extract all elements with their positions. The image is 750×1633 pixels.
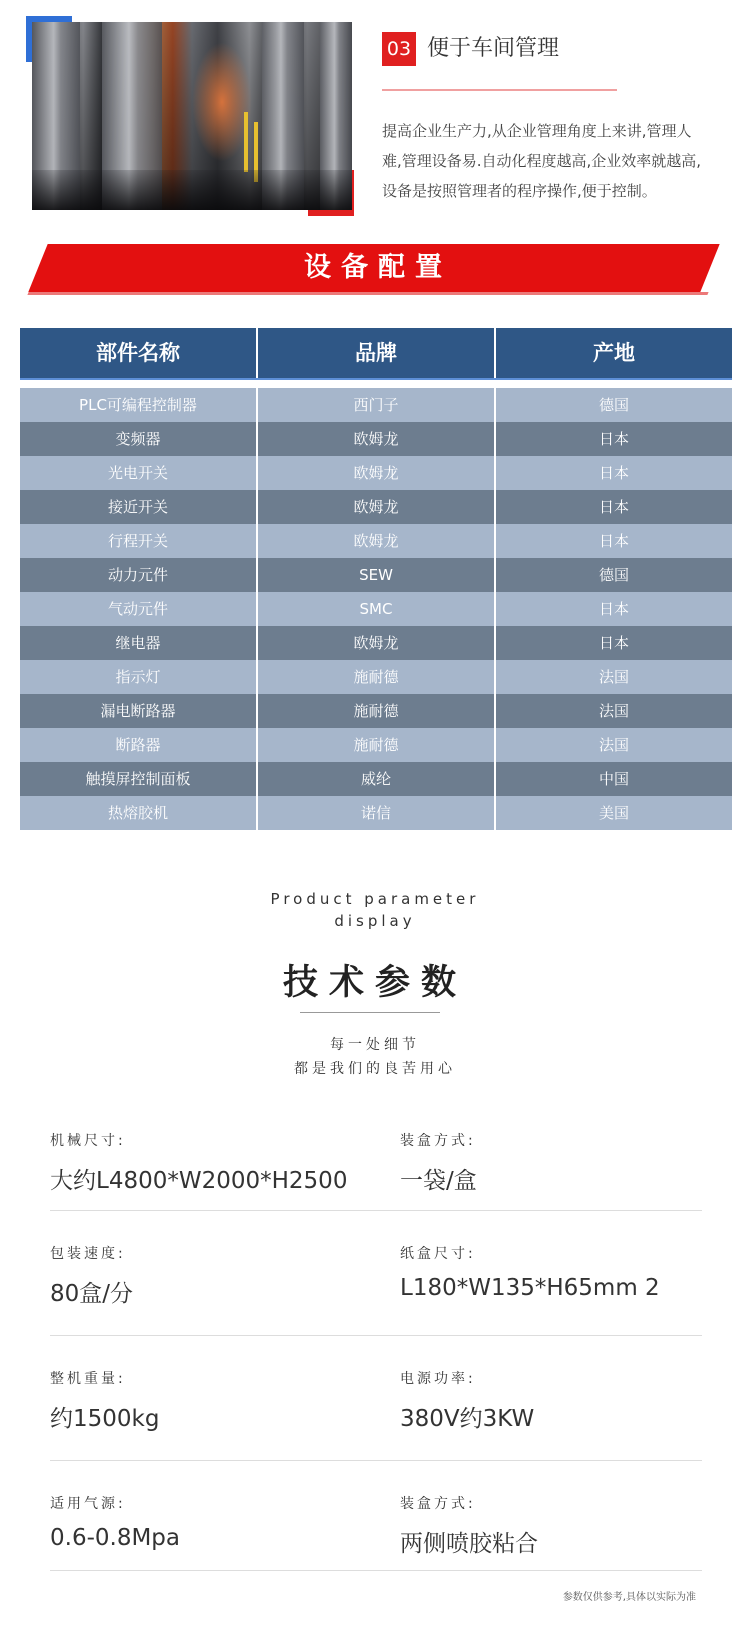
spec-divider bbox=[50, 1335, 702, 1336]
spec-value: 一袋/盒 bbox=[400, 1168, 477, 1194]
cell-origin: 法国 bbox=[496, 728, 732, 762]
spec-value: 380V约3KW bbox=[400, 1406, 535, 1432]
spec-item bbox=[50, 1130, 347, 1195]
config-banner bbox=[28, 244, 718, 300]
cell-brand: 施耐德 bbox=[258, 660, 494, 694]
params-english-title: Product parameter display bbox=[270, 890, 480, 930]
spec-item bbox=[400, 1130, 477, 1195]
feature-description bbox=[382, 116, 722, 206]
cell-origin: 日本 bbox=[496, 592, 732, 626]
table-row bbox=[20, 762, 732, 796]
table-row bbox=[20, 660, 732, 694]
spec-item bbox=[400, 1493, 538, 1558]
spec-label: 机械尺寸: bbox=[50, 1133, 126, 1149]
spec-value: 80盒/分 bbox=[50, 1281, 134, 1307]
cell-origin: 法国 bbox=[496, 660, 732, 694]
cell-part-name: 行程开关 bbox=[20, 524, 256, 558]
spec-label: 装盒方式: bbox=[400, 1133, 476, 1149]
table-row bbox=[20, 524, 732, 558]
spec-label: 纸盒尺寸: bbox=[400, 1246, 476, 1262]
spec-value: 0.6-0.8Mpa bbox=[50, 1525, 180, 1551]
spec-value: 大约L4800*W2000*H2500 bbox=[50, 1168, 348, 1194]
spec-item bbox=[50, 1368, 159, 1433]
cell-part-name: 动力元件 bbox=[20, 558, 256, 592]
cell-part-name: 接近开关 bbox=[20, 490, 256, 524]
feature-number-badge: 03 bbox=[382, 32, 416, 66]
cell-brand: 欧姆龙 bbox=[258, 490, 494, 524]
workshop-photo bbox=[32, 22, 352, 210]
cell-brand: SMC bbox=[258, 592, 494, 626]
feature-title: 便于车间管理 bbox=[427, 36, 560, 61]
feature-description-line: 设备是按照管理者的程序操作,便于控制。 bbox=[382, 182, 657, 200]
cell-brand: 施耐德 bbox=[258, 728, 494, 762]
spec-divider bbox=[50, 1210, 702, 1211]
cell-part-name: 漏电断路器 bbox=[20, 694, 256, 728]
params-subtitle: 每一处细节 都是我们的良苦用心 bbox=[294, 1037, 456, 1077]
table-row bbox=[20, 456, 732, 490]
table-row bbox=[20, 694, 732, 728]
cell-brand: 威纶 bbox=[258, 762, 494, 796]
cell-brand: SEW bbox=[258, 558, 494, 592]
config-banner-title: 设备配置 bbox=[304, 252, 452, 283]
cell-origin: 法国 bbox=[496, 694, 732, 728]
config-table-header bbox=[20, 328, 732, 380]
spec-value: 两侧喷胶粘合 bbox=[400, 1531, 538, 1557]
cell-brand: 欧姆龙 bbox=[258, 422, 494, 456]
feature-divider bbox=[382, 89, 617, 91]
spec-label: 电源功率: bbox=[400, 1371, 476, 1387]
cell-origin: 日本 bbox=[496, 524, 732, 558]
params-title: 技术参数 bbox=[282, 963, 467, 1003]
spec-value: 约1500kg bbox=[50, 1406, 160, 1432]
cell-brand: 欧姆龙 bbox=[258, 626, 494, 660]
table-row bbox=[20, 558, 732, 592]
cell-brand: 诺信 bbox=[258, 796, 494, 830]
cell-part-name: 变频器 bbox=[20, 422, 256, 456]
cell-part-name: 断路器 bbox=[20, 728, 256, 762]
params-title-divider bbox=[300, 1012, 440, 1013]
spec-item bbox=[50, 1493, 180, 1551]
spec-label: 装盒方式: bbox=[400, 1496, 476, 1512]
cell-origin: 中国 bbox=[496, 762, 732, 796]
cell-part-name: 继电器 bbox=[20, 626, 256, 660]
cell-origin: 德国 bbox=[496, 558, 732, 592]
config-table-body bbox=[20, 388, 732, 830]
table-row bbox=[20, 388, 732, 422]
cell-part-name: 触摸屏控制面板 bbox=[20, 762, 256, 796]
table-row bbox=[20, 490, 732, 524]
spec-label: 包装速度: bbox=[50, 1246, 126, 1262]
feature-description-line: 难,管理设备易.自动化程度越高,企业效率就越高, bbox=[382, 152, 702, 170]
cell-brand: 欧姆龙 bbox=[258, 524, 494, 558]
table-row bbox=[20, 592, 732, 626]
cell-part-name: 光电开关 bbox=[20, 456, 256, 490]
table-row bbox=[20, 728, 732, 762]
header-brand: 品牌 bbox=[258, 328, 494, 378]
cell-origin: 日本 bbox=[496, 490, 732, 524]
cell-part-name: PLC可编程控制器 bbox=[20, 388, 256, 422]
header-origin: 产地 bbox=[496, 328, 732, 378]
feature-section bbox=[0, 0, 750, 230]
cell-brand: 西门子 bbox=[258, 388, 494, 422]
spec-label: 整机重量: bbox=[50, 1371, 126, 1387]
spec-item bbox=[400, 1243, 660, 1301]
spec-label: 适用气源: bbox=[50, 1496, 126, 1512]
feature-description-line: 提高企业生产力,从企业管理角度上来讲,管理人 bbox=[382, 122, 692, 140]
params-footnote: 参数仅供参考,具体以实际为准 bbox=[562, 1592, 696, 1603]
config-table bbox=[20, 328, 732, 830]
table-row bbox=[20, 626, 732, 660]
table-row bbox=[20, 796, 732, 830]
cell-part-name: 气动元件 bbox=[20, 592, 256, 626]
spec-item bbox=[400, 1368, 534, 1433]
spec-value: L180*W135*H65mm 2 bbox=[400, 1275, 660, 1301]
cell-part-name: 指示灯 bbox=[20, 660, 256, 694]
spec-divider bbox=[50, 1570, 702, 1571]
cell-brand: 欧姆龙 bbox=[258, 456, 494, 490]
table-row bbox=[20, 422, 732, 456]
cell-origin: 日本 bbox=[496, 626, 732, 660]
spec-divider bbox=[50, 1460, 702, 1461]
cell-origin: 德国 bbox=[496, 388, 732, 422]
cell-origin: 美国 bbox=[496, 796, 732, 830]
cell-part-name: 热熔胶机 bbox=[20, 796, 256, 830]
header-part-name: 部件名称 bbox=[20, 328, 256, 378]
cell-brand: 施耐德 bbox=[258, 694, 494, 728]
cell-origin: 日本 bbox=[496, 456, 732, 490]
spec-item bbox=[50, 1243, 133, 1308]
cell-origin: 日本 bbox=[496, 422, 732, 456]
